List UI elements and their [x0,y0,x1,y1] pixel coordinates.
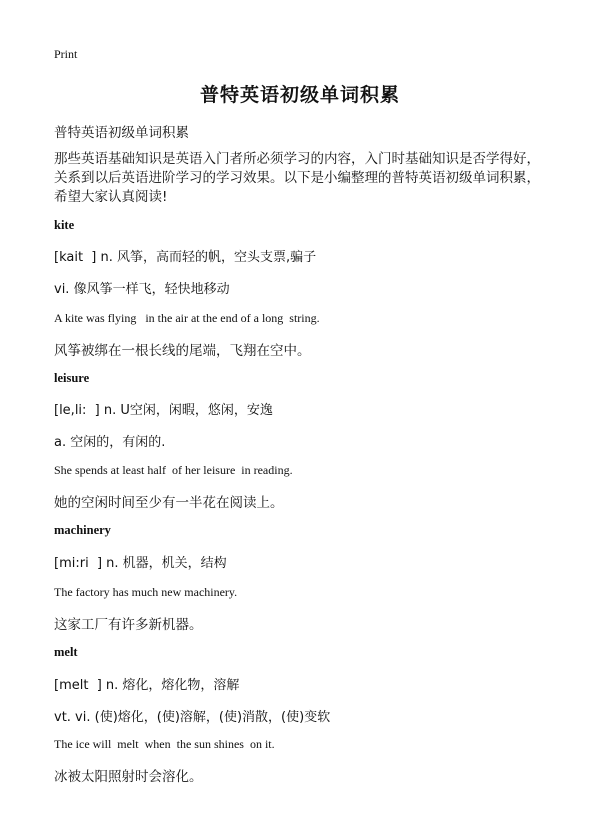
intro-line: 关系到以后英语进阶学习的学习效果。以下是小编整理的普特英语初级单词积累， [54,170,540,186]
entry-example-zh: 风筝被绑在一根长线的尾端，飞翔在空中。 [54,343,311,359]
entry-definition: a. 空闲的，有闲的. [54,435,166,450]
entry-word-leisure: leisure [54,371,90,385]
entry-definition: vt. vi. (使)熔化，(使)溶解，(使)消散，(使)变软 [54,710,331,725]
entry-example-en: She spends at least half of her leisure in reading. [54,463,293,477]
entry-definition: [le,li: ] n. U空闲，闲暇，悠闲，安逸 [54,403,273,418]
entry-example-en: A kite was flying in the air at the end of a long string. [54,311,320,325]
document-subtitle: 普特英语初级单词积累 [54,125,189,141]
entry-example-en: The ice will melt when the sun shines on it. [54,737,275,751]
entry-example-zh: 冰被太阳照射时会溶化。 [54,769,203,785]
entry-definition: [mi:ri ] n. 机器，机关，结构 [54,556,227,571]
entry-word-melt: melt [54,645,78,659]
entry-word-kite: kite [54,218,75,232]
intro-line: 希望大家认真阅读! [54,189,168,205]
intro-line: 那些英语基础知识是英语入门者所必须学习的内容，入门时基础知识是否学得好， [54,151,540,167]
intro-paragraph [54,150,554,207]
entry-definition: vi. 像风筝一样飞，轻快地移动 [54,282,230,297]
entry-definition: [kait ] n. 风筝，高而轻的帆，空头支票,骗子 [54,250,317,265]
entry-example-en: The factory has much new machinery. [54,585,238,599]
document-title: 普特英语初级单词积累 [199,84,400,106]
print-label[interactable]: Print [54,47,78,61]
entry-word-machinery: machinery [54,523,111,537]
entry-definition: [melt ] n. 熔化，熔化物，溶解 [54,678,240,693]
entry-example-zh: 这家工厂有许多新机器。 [54,617,203,633]
entry-example-zh: 她的空闲时间至少有一半花在阅读上。 [54,495,284,511]
